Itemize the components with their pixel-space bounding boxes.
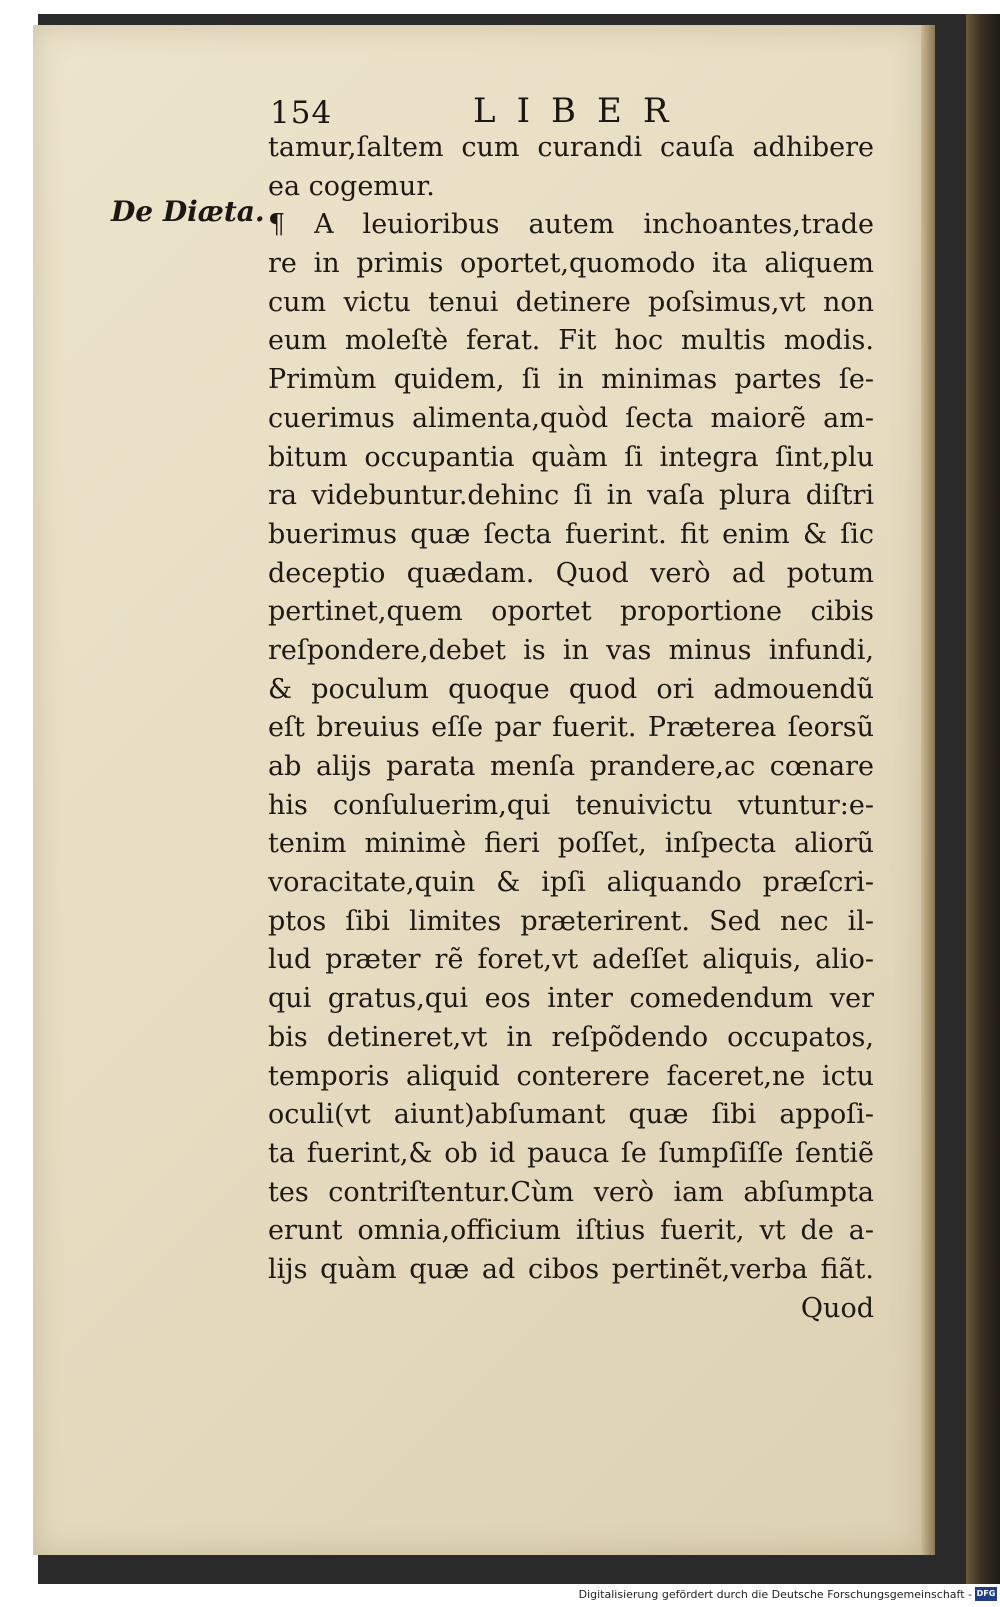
text-line: deceptio quædam. Quod verò ad potum (268, 557, 874, 589)
text-line: eum moleſtè ferat. Fit hoc multis modis. (268, 325, 874, 357)
text-line: ¶ A leuioribus autem inchoantes,trade (268, 209, 874, 241)
running-title: LIBER (473, 91, 690, 131)
text-line: reſpondere,debet is in vas minus infundi, (268, 634, 874, 666)
text-line: ea cogemur. (268, 170, 435, 202)
text-line: lud præter rẽ foret,vt adeſſet aliquis, alio- (268, 944, 874, 976)
book-fore-edge (966, 14, 1000, 1584)
text-line: Primùm quidem, ſi in minimas partes ſe- (268, 364, 874, 396)
text-line: his conſuluerim,qui tenuivictu vtuntur:e- (268, 789, 874, 821)
text-line: bis detineret,vt in reſpõdendo occupatos, (268, 1021, 874, 1053)
funding-credit: Digitalisierung gefördert durch die Deutsche Forschungsgemeinschaft - (578, 1588, 972, 1601)
text-line: voracitate,quin & ipſi aliquando præſcri- (268, 867, 874, 899)
text-line: cuerimus alimenta,quòd ſecta maiorẽ am- (268, 402, 874, 434)
text-line: lijs quàm quæ ad cibos pertinẽt,verba fiãt. (268, 1253, 874, 1285)
text-line: eſt breuius eſſe par fuerit. Præterea ſeorsũ (268, 712, 874, 744)
footer-bar (0, 1584, 1000, 1607)
main-text-block (268, 129, 874, 1328)
text-line: ta fuerint,& ob id pauca ſe ſumpſiſſe ſentiẽ (268, 1137, 874, 1169)
page-edge-shadow (921, 25, 935, 1555)
text-line: qui gratus,qui eos inter comedendum ver (268, 983, 874, 1015)
dfg-logo: DFG (975, 1587, 997, 1601)
text-line: ptos ſibi limites præterirent. Sed nec il- (268, 905, 874, 937)
text-line: ab alijs parata menſa prandere,ac cœnare (268, 751, 874, 782)
text-line: tamur,ſaltem cum curandi cauſa adhibere (268, 132, 874, 163)
text-line: tes contriſtentur.Cùm verò iam abſumpta (268, 1176, 874, 1208)
text-line: & poculum quoque quod ori admouendũ (268, 673, 874, 705)
text-line: oculi(vt aiunt)abſumant quæ ſibi appoſi- (268, 1099, 874, 1131)
text-line: bitum occupantia quàm ſi integra ſint,plu (268, 441, 874, 473)
text-line: cum victu tenui detinere poſsimus,vt non (268, 286, 874, 318)
text-line: re in primis oportet,quomodo ita aliquem (268, 248, 874, 280)
text-line: buerimus quæ ſecta fuerint. fit enim & ſic (268, 518, 874, 550)
text-line: erunt omnia,officium iſtius fuerit, vt de a- (268, 1215, 874, 1247)
text-line: pertinet,quem oportet proportione cibis (268, 596, 874, 628)
margin-note: De Diæta. (111, 195, 265, 228)
text-line: temporis aliquid conterere faceret,ne ictu (268, 1060, 874, 1092)
page-number: 154 (270, 95, 333, 131)
text-line: ra videbuntur.dehinc ſi in vaſa plura diſtri (268, 480, 874, 512)
catchword: Quod (800, 1292, 874, 1324)
text-line: tenim minimè fieri poſſet, inſpecta aliorũ (268, 828, 874, 860)
